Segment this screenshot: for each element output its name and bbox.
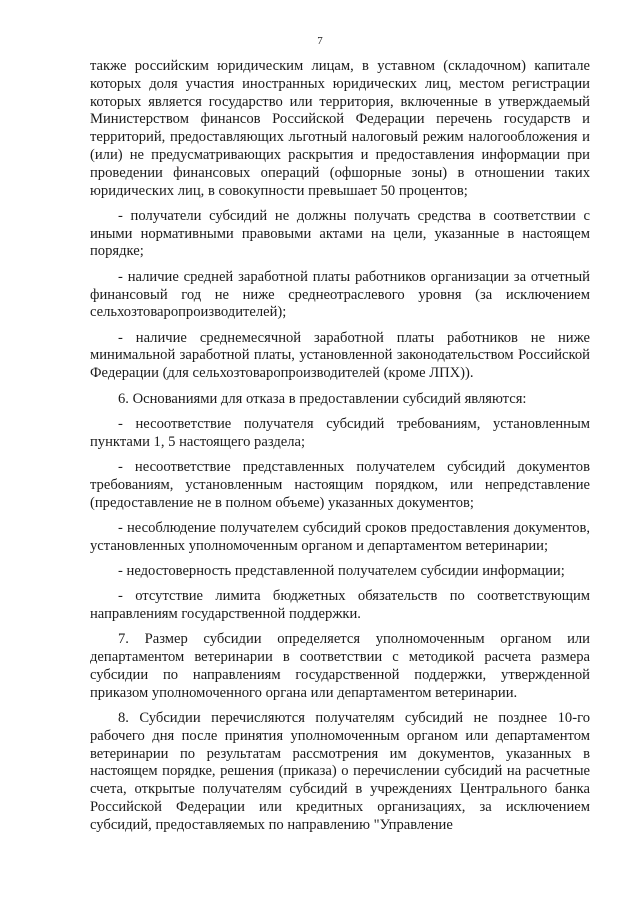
paragraph-refusal-2: - несоответствие представленных получателем субсидий документов требованиям, установленным настоящим порядком, или непредставление (предоставление не в полном объеме) указанных документов;	[90, 458, 590, 511]
paragraph-refusal-1: - несоответствие получателя субсидий требованиям, установленным пунктами 1, 5 настоящего раздела;	[90, 415, 590, 450]
paragraph-item-6: 6. Основаниями для отказа в предоставлении субсидий являются:	[118, 390, 527, 407]
paragraph-refusal-5: - отсутствие лимита бюджетных обязательств по соответствующим направлениям государственной поддержки.	[90, 588, 590, 623]
document-body	[90, 58, 590, 842]
page-number: 7	[317, 35, 323, 47]
paragraph-refusal-3: - несоблюдение получателем субсидий сроков предоставления документов, установленных уполномоченным органом и департаментом ветеринарии;	[90, 519, 590, 554]
paragraph-item-7: 7. Размер субсидии определяется уполномоченным органом или департаментом ветеринарии в соответствии с методикой расчета размера субсидии по направлениям государственной поддержки, утвержденной приказом уполномоченного органа или департаментом ветеринарии.	[90, 631, 590, 701]
paragraph-no-other-funds: - получатели субсидий не должны получать средства в соответствии с иными нормативными правовыми актами на цели, указанные в настоящем порядке;	[90, 207, 590, 260]
paragraph-refusal-4: - недостоверность представленной получателем субсидии информации;	[118, 562, 565, 579]
paragraph-average-salary: - наличие средней заработной платы работников организации за отчетный финансовый год не ниже среднеотраслевого уровня (за исключением сельхозтоваропроизводителей);	[90, 268, 590, 321]
paragraph-item-8: 8. Субсидии перечисляются получателям субсидий не позднее 10-го рабочего дня после принятия уполномоченным органом или департаментом ветеринарии по результатам рассмотрения им документов, указанных в настоящем порядке, решения (приказа) о перечислении субсидий на расчетные счета, открытые получателям субсидий в учреждениях Центрального банка Российской Федерации или кредитных организациях, за исключением субсидий, предоставляемых по направлению "Управление	[90, 710, 590, 833]
paragraph-minimum-salary: - наличие среднемесячной заработной платы работников не ниже минимальной заработной платы, установленной законодательством Российской Федерации (для сельхозтоваропроизводителей (кроме ЛПХ)).	[90, 329, 590, 382]
paragraph-continuation: также российским юридическим лицам, в уставном (складочном) капитале которых доля участия иностранных юридических лиц, местом регистрации которых является государство или территория, включенные в утверждаемый Министерством финансов Российской Федерации перечень государств и территорий, предоставляющих льготный налоговый режим налогообложения и (или) не предусматривающих раскрытия и предоставления информации при проведении финансовых операций (офшорные зоны) в отношении таких юридических лиц, в совокупности превышает 50 процентов;	[90, 58, 590, 199]
